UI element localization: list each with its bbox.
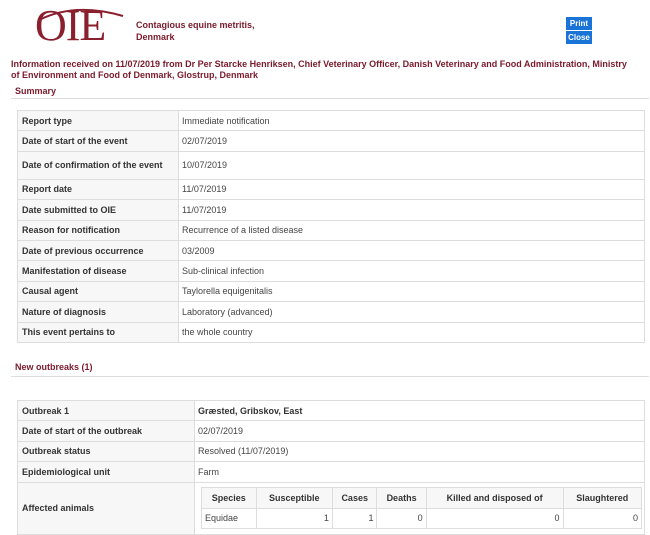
summary-row (18, 220, 645, 240)
outbreak-table (17, 400, 645, 535)
outbreak-start-label: Date of start of the outbreak (18, 421, 195, 441)
animals-header-cell: Killed and disposed of (426, 488, 563, 508)
summary-row-value: Taylorella equigenitalis (179, 281, 645, 301)
summary-row (18, 200, 645, 220)
summary-row-label: Date submitted to OIE (18, 200, 179, 220)
summary-row-value: Laboratory (advanced) (179, 302, 645, 322)
logo-text: OIE (35, 1, 106, 50)
summary-row-value: Sub-clinical infection (179, 261, 645, 281)
summary-table (17, 110, 645, 343)
outbreak-row-status (18, 441, 645, 461)
new-outbreaks-title: New outbreaks (1) (15, 362, 93, 372)
summary-row-label: Report type (18, 111, 179, 131)
outbreak-status-label: Outbreak status (18, 441, 195, 461)
animals-cell: 0 (377, 508, 426, 528)
outbreak-row-name (18, 401, 645, 421)
summary-title: Summary (15, 86, 57, 96)
summary-row (18, 281, 645, 301)
animals-header-cell: Slaughtered (563, 488, 641, 508)
animals-header-cell: Susceptible (256, 488, 332, 508)
animals-cell: 1 (332, 508, 377, 528)
summary-row-value: Recurrence of a listed disease (179, 220, 645, 240)
affected-animals-cell (195, 482, 645, 534)
affected-animals-table (201, 487, 642, 529)
summary-row-value: Immediate notification (179, 111, 645, 131)
outbreak-row-animals (18, 482, 645, 534)
summary-row-label: Date of previous occurrence (18, 240, 179, 260)
outbreak-location: Græsted, Gribskov, East (195, 401, 645, 421)
animals-cell: Equidae (202, 508, 257, 528)
summary-row (18, 261, 645, 281)
close-button[interactable]: Close (566, 31, 592, 44)
oie-logo (35, 1, 127, 50)
animals-row (202, 508, 642, 528)
summary-row (18, 240, 645, 260)
summary-row-label: Nature of diagnosis (18, 302, 179, 322)
summary-row-label: Causal agent (18, 281, 179, 301)
report-header (0, 0, 650, 58)
animals-header-cell: Deaths (377, 488, 426, 508)
summary-row-value: 10/07/2019 (179, 151, 645, 179)
animals-header-row (202, 488, 642, 508)
summary-row-value: the whole country (179, 322, 645, 342)
info-line: Information received on 11/07/2019 from Dr Per Starcke Henriksen, Chief Veterinary Officer, Danish Veterinary and Food Administration, Ministry of Environment and Food of Denmark, Glostrup, Denmark (11, 59, 627, 80)
summary-row-value: 11/07/2019 (179, 179, 645, 199)
summary-row-label: Report date (18, 179, 179, 199)
outbreaks-divider (11, 376, 649, 377)
summary-row-value: 02/07/2019 (179, 131, 645, 151)
animals-cell: 0 (426, 508, 563, 528)
animals-cell: 1 (256, 508, 332, 528)
affected-animals-label: Affected animals (18, 482, 195, 534)
outbreak-status-value: Resolved (11/07/2019) (195, 441, 645, 461)
animals-header-cell: Cases (332, 488, 377, 508)
animals-cell: 0 (563, 508, 641, 528)
disease-title-line2: Denmark (136, 32, 175, 42)
summary-row (18, 111, 645, 131)
epidemiological-unit-label: Epidemiological unit (18, 462, 195, 482)
summary-row-label: Date of confirmation of the event (18, 151, 179, 179)
summary-row-label: Date of start of the event (18, 131, 179, 151)
outbreak-label: Outbreak 1 (18, 401, 195, 421)
summary-row (18, 179, 645, 199)
summary-row-label: Reason for notification (18, 220, 179, 240)
summary-row-label: This event pertains to (18, 322, 179, 342)
summary-row-value: 03/2009 (179, 240, 645, 260)
print-button[interactable]: Print (566, 17, 592, 30)
disease-title-line1: Contagious equine metritis, (136, 20, 255, 30)
summary-row-value: 11/07/2019 (179, 200, 645, 220)
outbreak-row-start (18, 421, 645, 441)
outbreak-row-unit (18, 462, 645, 482)
summary-row (18, 151, 645, 179)
summary-row-label: Manifestation of disease (18, 261, 179, 281)
summary-row (18, 302, 645, 322)
summary-row (18, 131, 645, 151)
animals-header-cell: Species (202, 488, 257, 508)
summary-row (18, 322, 645, 342)
outbreak-start-value: 02/07/2019 (195, 421, 645, 441)
epidemiological-unit-value: Farm (195, 462, 645, 482)
summary-divider (11, 98, 649, 99)
disease-title (136, 19, 255, 43)
